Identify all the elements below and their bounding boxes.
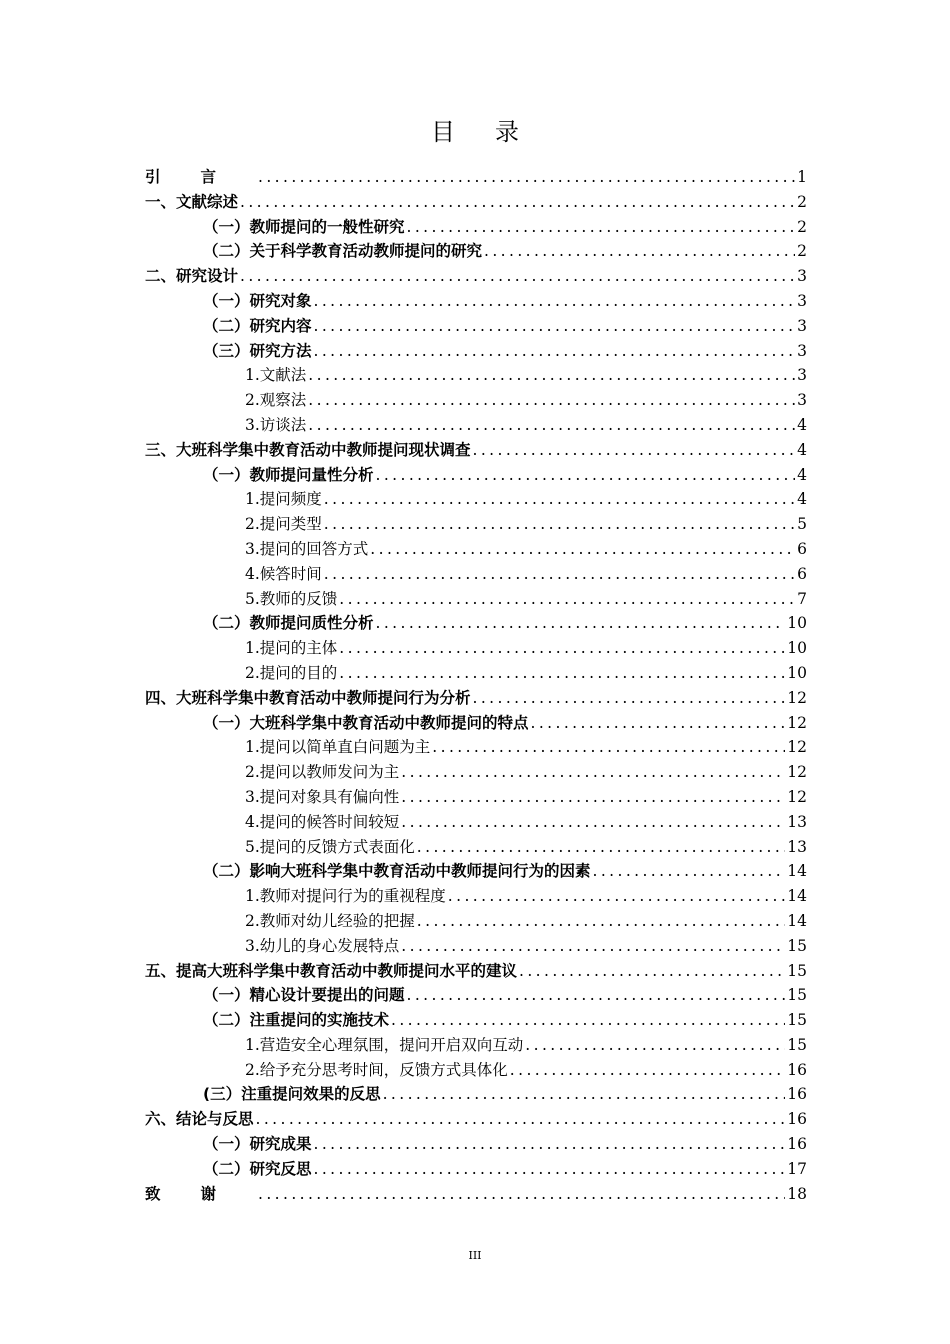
toc-entry-label: 1.提问的主体 xyxy=(245,639,338,658)
toc-entry-page-number: 12 xyxy=(787,763,807,782)
toc-dot-leader xyxy=(324,512,795,537)
toc-entry[interactable] xyxy=(145,810,807,835)
toc-entry-page-number: 15 xyxy=(787,961,807,980)
toc-entry-page-number: 12 xyxy=(787,738,807,757)
toc-entry-page-number: 14 xyxy=(787,887,807,906)
toc-entry[interactable] xyxy=(145,611,807,636)
toc-dot-leader xyxy=(473,438,796,463)
toc-entry-page-number: 7 xyxy=(797,589,807,608)
toc-entry[interactable] xyxy=(145,239,807,264)
toc-entry-label: 3.访谈法 xyxy=(245,415,307,434)
toc-entry-label: （一）教师提问的一般性研究 xyxy=(203,217,405,236)
toc-dot-leader xyxy=(376,463,796,488)
toc-entry-page-number: 3 xyxy=(797,267,807,286)
toc-entry-label: 四、大班科学集中教育活动中教师提问行为分析 xyxy=(145,688,471,707)
toc-entry-page-number: 12 xyxy=(787,713,807,732)
toc-entry[interactable] xyxy=(145,487,807,512)
toc-dot-leader xyxy=(519,959,785,984)
toc-entry-page-number: 4 xyxy=(797,440,807,459)
toc-entry[interactable] xyxy=(145,909,807,934)
toc-entry-label: （二）研究内容 xyxy=(203,316,312,335)
toc-entry-page-number: 15 xyxy=(787,1011,807,1030)
toc-entry[interactable] xyxy=(145,1107,807,1132)
toc-entry-page-number: 12 xyxy=(787,787,807,806)
toc-entry-page-number: 16 xyxy=(787,1060,807,1079)
toc-entry-page-number: 3 xyxy=(797,366,807,385)
toc-dot-leader xyxy=(370,537,795,562)
toc-entry-page-number: 10 xyxy=(787,639,807,658)
toc-entry[interactable] xyxy=(145,661,807,686)
toc-entry-page-number: 12 xyxy=(787,688,807,707)
toc-entry[interactable] xyxy=(145,711,807,736)
toc-dot-leader xyxy=(531,711,786,736)
toc-entry[interactable] xyxy=(145,190,807,215)
toc-entry-label: （二）教师提问质性分析 xyxy=(203,614,374,633)
toc-entry-label: 2.提问类型 xyxy=(245,515,322,534)
toc-entry-label: 2.提问的目的 xyxy=(245,663,338,682)
toc-entry[interactable] xyxy=(145,388,807,413)
toc-dot-leader xyxy=(401,785,785,810)
page-title: 目录 xyxy=(431,118,559,146)
toc-dot-leader xyxy=(308,388,795,413)
toc-entry[interactable] xyxy=(145,785,807,810)
toc-entry-page-number: 2 xyxy=(797,242,807,261)
toc-entry-label: 3.幼儿的身心发展特点 xyxy=(245,936,400,955)
toc-dot-leader xyxy=(525,1033,785,1058)
toc-entry-label: 2.教师对幼儿经验的把握 xyxy=(245,911,415,930)
toc-dot-leader xyxy=(473,686,786,711)
toc-entry-label: 三、大班科学集中教育活动中教师提问现状调查 xyxy=(145,440,471,459)
toc-dot-leader xyxy=(240,190,795,215)
table-of-contents xyxy=(145,165,807,1206)
toc-entry-label: 1.教师对提问行为的重视程度 xyxy=(245,887,446,906)
toc-entry-page-number: 15 xyxy=(787,936,807,955)
toc-entry[interactable] xyxy=(145,413,807,438)
toc-entry-label: 4.提问的候答时间较短 xyxy=(245,812,400,831)
toc-entry[interactable] xyxy=(145,215,807,240)
toc-entry-page-number: 6 xyxy=(797,564,807,583)
toc-entry[interactable] xyxy=(145,562,807,587)
toc-entry-page-number: 14 xyxy=(787,911,807,930)
toc-dot-leader xyxy=(314,339,796,364)
toc-entry-label: （一）研究成果 xyxy=(203,1135,312,1154)
toc-entry[interactable] xyxy=(145,587,807,612)
toc-dot-leader xyxy=(417,909,785,934)
toc-entry-label: 1.提问频度 xyxy=(245,490,322,509)
toc-entry[interactable] xyxy=(145,1033,807,1058)
toc-entry-label: 1.文献法 xyxy=(245,366,307,385)
toc-entry[interactable] xyxy=(145,314,807,339)
toc-entry[interactable] xyxy=(145,760,807,785)
toc-entry-label: (三）注重提问效果的反思 xyxy=(203,1085,381,1104)
toc-entry-label: 5.教师的反馈 xyxy=(245,589,338,608)
toc-entry[interactable] xyxy=(145,537,807,562)
toc-dot-leader xyxy=(401,760,785,785)
toc-entry[interactable] xyxy=(145,636,807,661)
toc-entry-page-number: 18 xyxy=(787,1184,807,1203)
toc-entry-label: 1.营造安全心理氛围，提问开启双向互动 xyxy=(245,1035,524,1054)
toc-entry-page-number: 3 xyxy=(797,316,807,335)
toc-entry[interactable] xyxy=(145,165,807,190)
toc-entry[interactable] xyxy=(145,1132,807,1157)
toc-entry-label: 2.给予充分思考时间，反馈方式具体化 xyxy=(245,1060,508,1079)
toc-dot-leader xyxy=(383,1082,786,1107)
toc-dot-leader xyxy=(339,636,785,661)
toc-dot-leader xyxy=(593,859,786,884)
toc-entry-label: 二、研究设计 xyxy=(145,267,239,286)
toc-entry-label: （二）注重提问的实施技术 xyxy=(203,1011,390,1030)
toc-entry[interactable] xyxy=(145,512,807,537)
toc-entry-page-number: 3 xyxy=(797,341,807,360)
toc-entry-page-number: 16 xyxy=(787,1135,807,1154)
toc-dot-leader xyxy=(417,835,785,860)
toc-entry-page-number: 4 xyxy=(797,490,807,509)
toc-dot-leader xyxy=(314,289,796,314)
toc-entry-label: （一）大班科学集中教育活动中教师提问的特点 xyxy=(203,713,529,732)
toc-dot-leader xyxy=(407,215,796,240)
toc-entry-page-number: 10 xyxy=(787,663,807,682)
toc-entry-label: （一）精心设计要提出的问题 xyxy=(203,986,405,1005)
toc-dot-leader xyxy=(339,661,785,686)
toc-dot-leader xyxy=(432,735,785,760)
toc-dot-leader xyxy=(256,1107,786,1132)
toc-entry[interactable] xyxy=(145,463,807,488)
toc-dot-leader xyxy=(391,1008,785,1033)
toc-entry[interactable] xyxy=(145,884,807,909)
toc-entry[interactable] xyxy=(145,959,807,984)
toc-dot-leader xyxy=(308,363,795,388)
toc-entry-label: 3.提问的回答方式 xyxy=(245,539,369,558)
toc-entry-page-number: 13 xyxy=(787,837,807,856)
toc-entry[interactable] xyxy=(145,264,807,289)
toc-entry[interactable] xyxy=(145,339,807,364)
toc-entry-page-number: 2 xyxy=(797,192,807,211)
toc-entry[interactable] xyxy=(145,1157,807,1182)
toc-entry-page-number: 5 xyxy=(797,515,807,534)
toc-entry-page-number: 13 xyxy=(787,812,807,831)
toc-entry-label: 2.提问以教师发问为主 xyxy=(245,763,400,782)
toc-entry-label: （二）关于科学教育活动教师提问的研究 xyxy=(203,242,483,261)
toc-entry-page-number: 2 xyxy=(797,217,807,236)
toc-entry[interactable] xyxy=(145,835,807,860)
toc-dot-leader xyxy=(240,264,795,289)
toc-dot-leader xyxy=(401,810,785,835)
toc-entry-page-number: 16 xyxy=(787,1085,807,1104)
toc-entry-label: 4.候答时间 xyxy=(245,564,322,583)
toc-entry-label: （一）教师提问量性分析 xyxy=(203,465,374,484)
toc-entry-page-number: 17 xyxy=(787,1159,807,1178)
toc-entry[interactable] xyxy=(145,1182,807,1207)
toc-dot-leader xyxy=(258,165,795,190)
toc-entry[interactable] xyxy=(145,859,807,884)
footer-page-number: III xyxy=(468,1249,482,1262)
toc-entry[interactable] xyxy=(145,983,807,1008)
toc-dot-leader xyxy=(376,611,786,636)
toc-entry-label: 六、结论与反思 xyxy=(145,1110,254,1129)
toc-entry-label: （二）影响大班科学集中教育活动中教师提问行为的因素 xyxy=(203,862,591,881)
toc-entry-page-number: 15 xyxy=(787,986,807,1005)
toc-dot-leader xyxy=(448,884,785,909)
toc-entry[interactable] xyxy=(145,1058,807,1083)
toc-dot-leader xyxy=(314,1157,786,1182)
toc-entry-page-number: 3 xyxy=(797,391,807,410)
toc-entry-page-number: 4 xyxy=(797,415,807,434)
toc-entry[interactable] xyxy=(145,1082,807,1107)
toc-dot-leader xyxy=(258,1182,785,1207)
toc-dot-leader xyxy=(510,1058,785,1083)
toc-entry-label: （一）研究对象 xyxy=(203,291,312,310)
toc-dot-leader xyxy=(484,239,795,264)
toc-entry[interactable] xyxy=(145,686,807,711)
toc-dot-leader xyxy=(308,413,795,438)
toc-entry-label: 5.提问的反馈方式表面化 xyxy=(245,837,415,856)
toc-entry[interactable] xyxy=(145,735,807,760)
toc-entry-page-number: 10 xyxy=(787,614,807,633)
toc-entry-label: （二）研究反思 xyxy=(203,1159,312,1178)
toc-dot-leader xyxy=(401,934,785,959)
toc-entry-label: 2.观察法 xyxy=(245,391,307,410)
toc-entry-label: 一、文献综述 xyxy=(145,192,239,211)
toc-entry-page-number: 1 xyxy=(797,168,807,186)
toc-entry-page-number: 14 xyxy=(787,862,807,881)
toc-entry-page-number: 4 xyxy=(797,465,807,484)
toc-dot-leader xyxy=(324,487,795,512)
toc-entry-label: 五、提高大班科学集中教育活动中教师提问水平的建议 xyxy=(145,961,518,980)
toc-entry[interactable] xyxy=(145,363,807,388)
toc-entry-label: 引言 xyxy=(145,168,257,186)
toc-entry[interactable] xyxy=(145,1008,807,1033)
toc-entry-page-number: 15 xyxy=(787,1035,807,1054)
toc-entry-label: 1.提问以简单直白问题为主 xyxy=(245,738,431,757)
toc-dot-leader xyxy=(324,562,795,587)
toc-entry-page-number: 16 xyxy=(787,1110,807,1129)
toc-dot-leader xyxy=(314,1132,786,1157)
toc-entry[interactable] xyxy=(145,438,807,463)
toc-entry[interactable] xyxy=(145,934,807,959)
toc-entry-label: （三）研究方法 xyxy=(203,341,312,360)
toc-entry-label: 致谢 xyxy=(145,1184,257,1203)
toc-entry-label: 3.提问对象具有偏向性 xyxy=(245,787,400,806)
toc-dot-leader xyxy=(339,587,795,612)
toc-dot-leader xyxy=(407,983,786,1008)
toc-entry[interactable] xyxy=(145,289,807,314)
toc-dot-leader xyxy=(314,314,796,339)
toc-entry-page-number: 6 xyxy=(797,539,807,558)
toc-entry-page-number: 3 xyxy=(797,291,807,310)
